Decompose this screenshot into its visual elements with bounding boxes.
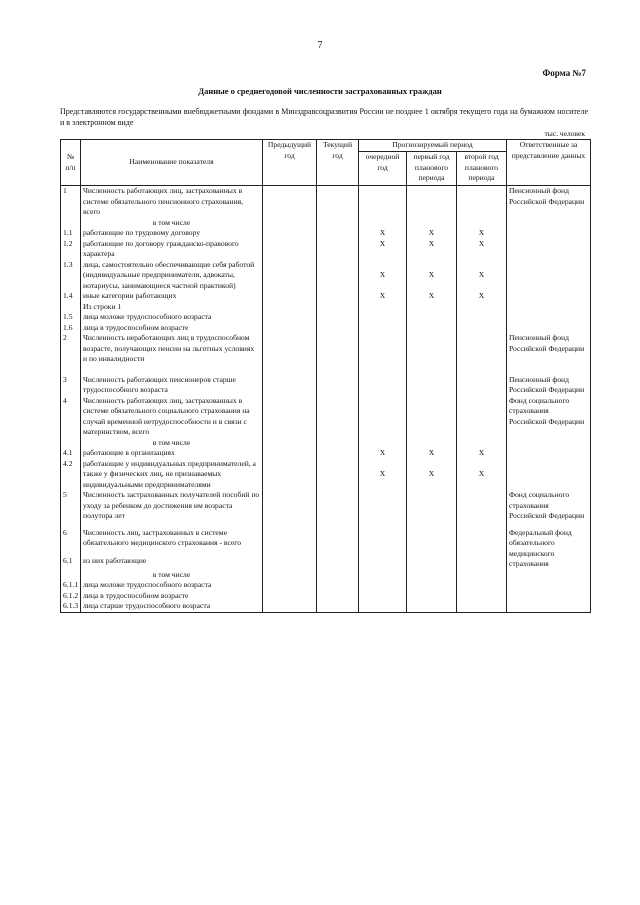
- page-number: 7: [317, 40, 323, 51]
- table-row: 6.1.2 лица в трудоспособном возрасте: [61, 591, 591, 602]
- data-table: [60, 139, 591, 613]
- table-row: 1.1 работающие по трудовому договору X X X: [61, 228, 591, 239]
- table-row: 1.6 лица в трудоспособном возрасте: [61, 323, 591, 334]
- table-row: в том числе: [61, 570, 591, 581]
- header-current-year: Текущий год: [317, 140, 359, 186]
- table-row: 6.1.1 лица моложе трудоспособного возраста: [61, 580, 591, 591]
- header-name: Наименование показателя: [81, 140, 263, 186]
- table-row: Из строки 1: [61, 302, 591, 313]
- header-forecast-period: Прогнозируемый период: [359, 140, 507, 152]
- table-row: 1.5 лица моложе трудоспособного возраста: [61, 312, 591, 323]
- units-label: тыс. человек: [544, 129, 585, 138]
- table-row: 4.2 работающие у индивидуальных предпринимателей, а также у физических лиц, не признаваемых индивидуальными предпринимателями X X X: [61, 459, 591, 491]
- table-row: 6 Численность лиц, застрахованных в системе обязательного медицинского страхования - всего Федеральный фонд обязательного медицинского страхования: [61, 528, 591, 556]
- table-row: 1.4 иные категории работающих X X X: [61, 291, 591, 302]
- table-row: 4.1 работающие в организациях X X X: [61, 448, 591, 459]
- table-row: 2 Численность неработающих лиц в трудоспособном возрасте, получающих пенсии на льготных условиях и по инвалидности Пенсионный фонд Российской Федерации: [61, 333, 591, 375]
- header-plan-year-1: первый год планового периода: [407, 152, 457, 186]
- form-label: Форма №7: [542, 68, 586, 78]
- header-next-year: очередной год: [359, 152, 407, 186]
- header-plan-year-2: второй год планового периода: [457, 152, 507, 186]
- header-num: № п/п: [61, 140, 81, 186]
- intro-text: Представляются государственными внебюджетными фондами в Минздравсоцразвития России не позднее 1 октября текущего года на бумажном носителе и в электронном виде: [60, 107, 588, 127]
- table-row: 6.1 из них работающие: [61, 556, 591, 570]
- table-row: 1.2 работающие по договору гражданско-правового характера X X X: [61, 239, 591, 260]
- table-row: 1 Численность работающих лиц, застрахованных в системе обязательного пенсионного страхования, всего Пенсионный фонд Российской Федерации: [61, 186, 591, 218]
- table-row: в том числе: [61, 218, 591, 229]
- header-prev-year: Предыдущий год: [263, 140, 317, 186]
- table-row: 6.1.3 лица старше трудоспособного возраста: [61, 601, 591, 612]
- table-row: в том числе: [61, 438, 591, 449]
- table-row: 1.3 лица, самостоятельно обеспечивающие себя работой (индивидуальные предприниматели, адвокаты, нотариусы, занимающиеся частной практикой) X X X: [61, 260, 591, 292]
- document-title: Данные о среднегодовой численности застрахованных граждан: [198, 86, 442, 96]
- table-row: 4 Численность работающих лиц, застрахованных в системе обязательного социального страхования на случай временной нетрудоспособности и в связи с материнством, всего Фонд социального страхования Российской Федерации: [61, 396, 591, 438]
- table-row: 5 Численность застрахованных получателей пособий по уходу за ребенком до достижения им возраста полутора лет Фонд социального страхования Российской Федерации: [61, 490, 591, 528]
- header-responsible: Ответственные за представление данных: [507, 140, 591, 186]
- table-row: 3 Численность работающих пенсионеров старше трудоспособного возраста Пенсионный фонд Российской Федерации: [61, 375, 591, 396]
